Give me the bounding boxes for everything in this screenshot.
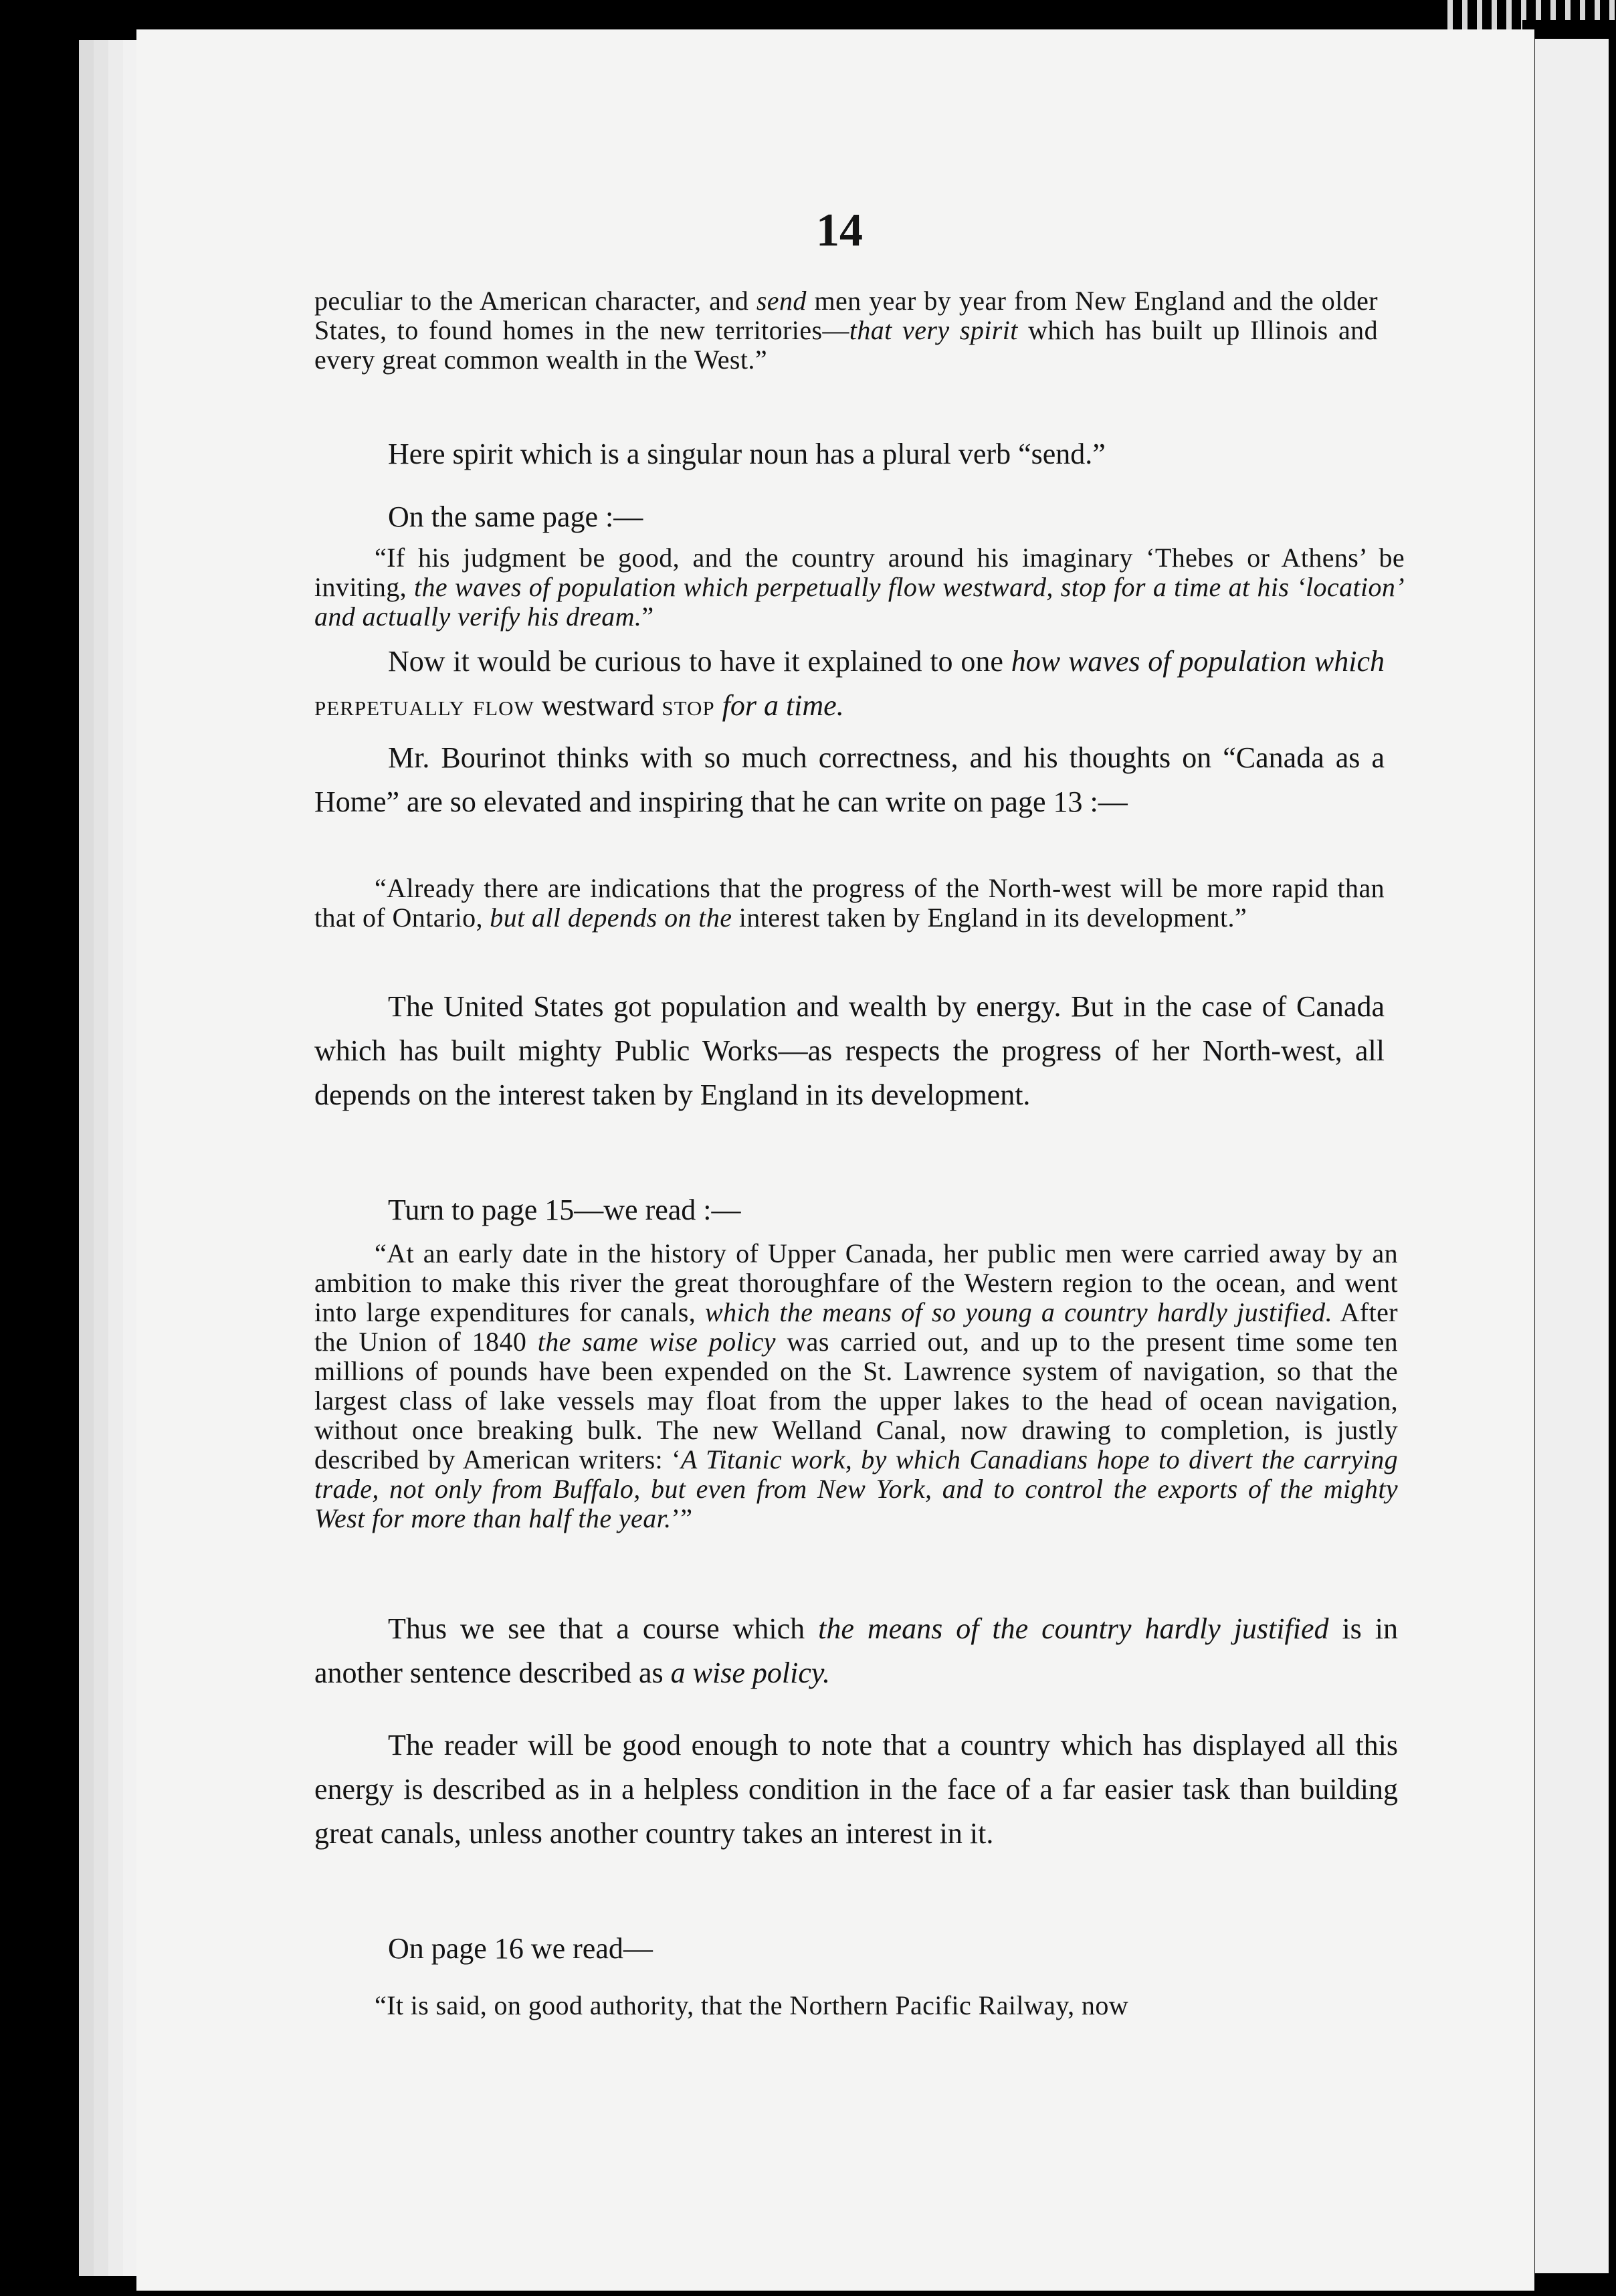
page-edge [94,40,110,2276]
paragraph-10 [314,1239,1398,1533]
text-run: Now it would be curious to have it explained to one [388,645,1011,678]
italic-run: the means of the country hardly justified [818,1612,1329,1645]
adjacent-page-edge [1532,39,1609,2273]
paragraph-4 [314,543,1405,632]
text-run: Mr. Bourinot thinks with so much correctness, and his thoughts on “Canada as a Home” are so elevated and inspiring that he can write on page 13 :— [314,741,1385,818]
text-run: was carried out, and up to the present time some ten millions of pounds have been expended on the St. Lawrence system of navigation, so that the largest class of lake vessels may float from the upper lakes to the head of ocean navigation, without once breaking bulk. The new Welland Canal, now drawing to completion, is justly described by American writers: ‘ [314,1327,1398,1474]
text-run: Thus we see that a course which [388,1612,819,1645]
paragraph-13 [314,1927,1398,1971]
text-run: The United States got population and wealth by energy. But in the case of Canada which has built mighty Public Works—as respects the progress of her North-west, all depends on the interest taken by England in its development. [314,990,1385,1111]
text-run: interest taken by England in its development.” [732,902,1247,933]
paragraph-9 [314,1188,1385,1232]
small-caps-run: stop [662,689,715,722]
italic-run: the waves of population which perpetually flow westward, stop for a time at his ‘location’ and actually verify his dream. [314,572,1405,632]
text-run: On page 16 we read— [388,1932,653,1965]
page-number: 14 [816,205,863,256]
text-run: ” [641,601,654,632]
page-edge [79,40,95,2276]
italic-run: that very spirit [849,315,1018,345]
italic-run: for a time. [722,689,844,722]
text-run: men year by year from New England and the older States, to found homes in the new territories— [314,286,1378,345]
text-run: “Already there are indications that the progress of the North-west will be more rapid than that of Ontario, [314,873,1385,933]
italic-run: the same wise policy [537,1327,776,1357]
paragraph-12 [314,1723,1398,1856]
text-run: ’” [671,1503,693,1533]
paragraph-3 [314,495,1378,539]
text-run: Turn to page 15—we read :— [388,1193,741,1226]
text-run: On the same page :— [388,500,643,533]
paragraph-6 [314,736,1385,824]
paragraph-8 [314,985,1385,1117]
text-run: which has built up Illinois and every great common wealth in the West.” [314,315,1378,375]
paragraph-2 [314,432,1378,476]
italic-run: how waves of population which [1011,645,1385,678]
italic-run: a wise policy. [670,1656,830,1689]
text-run: After the Union of 1840 [314,1297,1399,1357]
text-run: Here spirit which is a singular noun has a plural verb “send.” [388,438,1106,470]
text-run: The reader will be good enough to note that a country which has displayed all this energy is described as in a helpless condition in the face of a far easier task than building great canals, unless another country takes an interest in it. [314,1729,1398,1850]
paragraph-5 [314,640,1385,728]
text-run: “At an early date in the history of Upper Canada, her public men were carried away by an ambition to make this river the great thoroughfare of the Western region to the ocean, and went into large expenditures for canals, [314,1238,1398,1327]
paragraph-11 [314,1607,1398,1695]
italic-run: send [756,286,807,316]
text-run: is in another sentence described as [314,1612,1398,1689]
text-run: westward [534,689,662,722]
text-run: “It is said, on good authority, that the Northern Pacific Railway, now [375,1990,1129,2020]
paragraph-7 [314,874,1385,933]
text-run: “If his judgment be good, and the country around his imaginary ‘Thebes or Athens’ be inviting, [314,543,1405,602]
italic-run: A Titanic work, by which Canadians hope to divert the carrying trade, not only from Buffalo, but even from New York, and to control the exports of the mighty West for more than half the year. [314,1444,1398,1533]
small-caps-run: perpetually flow [314,689,534,722]
paragraph-14 [314,1991,1418,2020]
italic-run: which the means of so young a country hardly justified. [704,1297,1332,1327]
text-run: peculiar to the American character, and [314,286,756,316]
page-edge [108,40,124,2276]
italic-run: but all depends on the [490,902,732,933]
text-run [715,689,722,722]
paragraph-1 [314,286,1378,375]
